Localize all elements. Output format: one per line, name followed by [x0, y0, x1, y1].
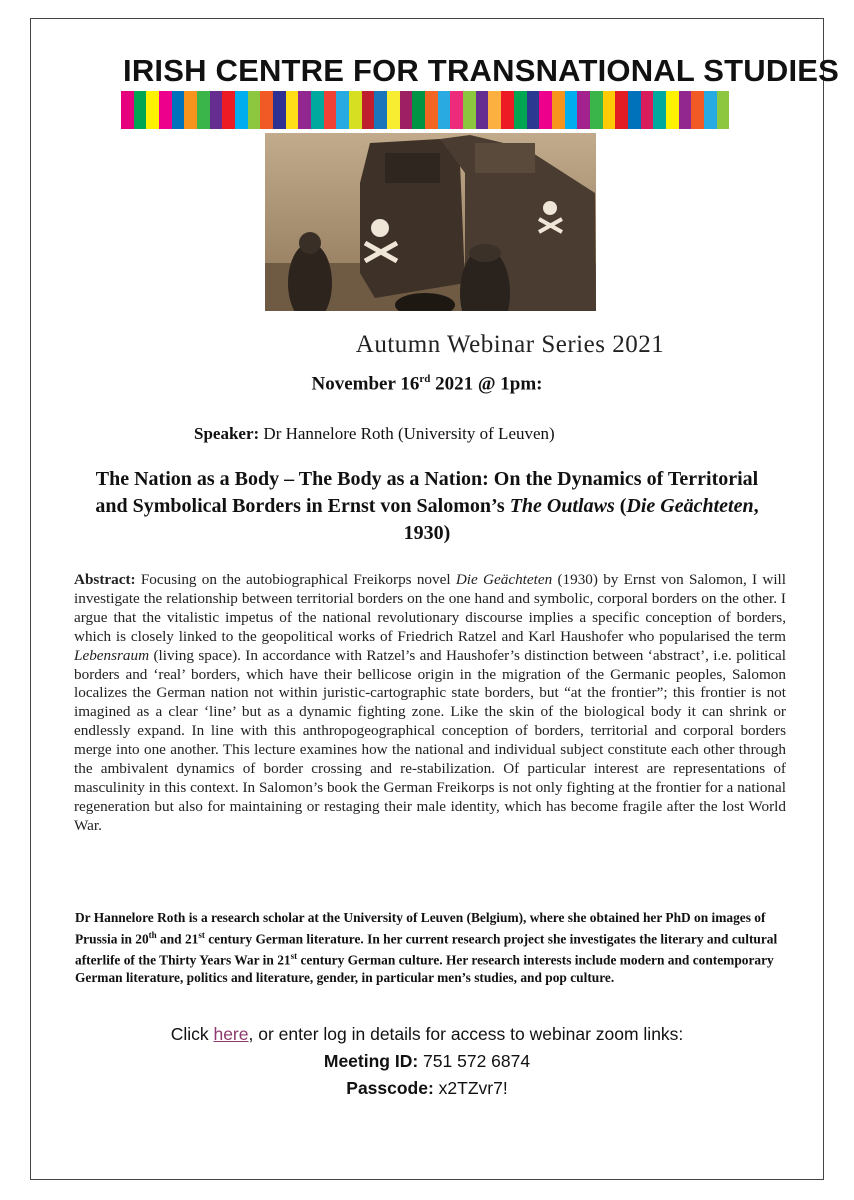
- logo-color-bar: [691, 91, 704, 129]
- logo-color-bar: [286, 91, 299, 129]
- logo-color-bar: [273, 91, 286, 129]
- series-title: Autumn Webinar Series 2021: [355, 331, 665, 358]
- logo-color-bars: [121, 91, 729, 129]
- talk-title: The Nation as a Body – The Body as a Nation: On the Dynamics of Territorial and Symbolical Borders in Ernst von Salomon’s The Outlaws (Die Geächteten, 1930): [95, 468, 759, 544]
- logo-color-bar: [514, 91, 527, 129]
- abstract-paragraph: Abstract: Focusing on the autobiographical Freikorps novel Die Geächteten (1930) by Ernst von Salomon, I will investigate the relationship between territorial borders on the one hand and symbolic, corporal borders on the other. I argue that the vitalistic impetus of the national revolutionary discourse implies a specific conception of borders, which is closely linked to the geopolitical works of Friedrich Ratzel and Karl Haushofer who popularised the term Lebensraum (living space). In accordance with Ratzel’s and Haushofer’s distinction between ‘abstract’, i.e. political borders and ‘real’ borders, which have their bellicose origin in the migration of the Germanic peoples, Salomon localizes the German nation not within juristic-cartographic state borders, but “at the frontier”; this frontier is not imagined as a clear ‘line’ but as a dynamic fighting zone. Like the skin of the biological body it can shrink or endlessly expand. In line with this anthropogeographical conception of borders, territorial and corporal borders merge into one another. This lecture examines how the national and individual subject constitute each other through the ambivalent dynamics of border crossing and re-stabilization. Of particular interest are representations of masculinity in this context. In Salomon’s book the German Freikorps is not only fighting at the frontier for a national regeneration but also for maintaining or restaging their male identity, which has become fragile after the lost World War.: [74, 571, 786, 834]
- logo-color-bar: [425, 91, 438, 129]
- logo-color-bar: [248, 91, 261, 129]
- logo-color-bar: [476, 91, 489, 129]
- logo-color-bar: [134, 91, 147, 129]
- logo-color-bar: [590, 91, 603, 129]
- logo-color-bar: [362, 91, 375, 129]
- logo-color-bar: [450, 91, 463, 129]
- logo-color-bar: [336, 91, 349, 129]
- logo-color-bar: [539, 91, 552, 129]
- logo-color-bar: [704, 91, 717, 129]
- abstract-label: Abstract:: [74, 571, 136, 588]
- logo-color-bar: [438, 91, 451, 129]
- logo-color-bar: [298, 91, 311, 129]
- armored-car-photo: [265, 133, 596, 311]
- access-info: [0, 1021, 854, 1102]
- speaker-label: Speaker:: [194, 424, 260, 443]
- speaker-bio: Dr Hannelore Roth is a research scholar at the University of Leuven (Belgium), where she obtained her PhD on images of Prussia in 20th and 21st century German literature. In her current research project she investigates the literary and cultural afterlife of the Thirty Years War in 21st century German culture. Her research interests include modern and contemporary German literature, politics and literature, gender, in particular men’s studies, and pop culture.: [75, 910, 778, 985]
- logo-color-bar: [463, 91, 476, 129]
- armored-car-illustration: [265, 133, 596, 311]
- logo-color-bar: [387, 91, 400, 129]
- logo-color-bar: [717, 91, 730, 129]
- access-line: Click here, or enter log in details for access to webinar zoom links:: [170, 1024, 684, 1044]
- logo-color-bar: [615, 91, 628, 129]
- logo-title: IRISH CENTRE FOR TRANSNATIONAL STUDIES: [123, 53, 840, 88]
- logo-color-bar: [121, 91, 134, 129]
- logo-color-bar: [577, 91, 590, 129]
- speaker-name: Dr Hannelore Roth (University of Leuven): [259, 424, 555, 443]
- logo-color-bar: [197, 91, 210, 129]
- logo-color-bar: [324, 91, 337, 129]
- logo-color-bar: [159, 91, 172, 129]
- logo-color-bar: [235, 91, 248, 129]
- meeting-id: Meeting ID: 751 572 6874: [323, 1051, 531, 1071]
- logo-color-bar: [641, 91, 654, 129]
- logo-color-bar: [679, 91, 692, 129]
- logo-color-bar: [628, 91, 641, 129]
- webinar-link[interactable]: here: [213, 1024, 249, 1044]
- logo-color-bar: [260, 91, 273, 129]
- logo-color-bar: [603, 91, 616, 129]
- logo-color-bar: [311, 91, 324, 129]
- logo-color-bar: [666, 91, 679, 129]
- logo-color-bar: [172, 91, 185, 129]
- logo-color-bar: [501, 91, 514, 129]
- logo-color-bar: [400, 91, 413, 129]
- logo-color-bar: [412, 91, 425, 129]
- logo-color-bar: [527, 91, 540, 129]
- logo-color-bar: [222, 91, 235, 129]
- logo-color-bar: [565, 91, 578, 129]
- logo-color-bar: [146, 91, 159, 129]
- logo-color-bar: [552, 91, 565, 129]
- logo-color-bar: [210, 91, 223, 129]
- logo-color-bar: [488, 91, 501, 129]
- logo-color-bar: [349, 91, 362, 129]
- logo-color-bar: [653, 91, 666, 129]
- event-date: November 16rd 2021 @ 1pm:: [311, 373, 543, 395]
- speaker-line: [194, 424, 555, 444]
- ictss-logo: [113, 45, 840, 133]
- logo-color-bar: [184, 91, 197, 129]
- passcode: Passcode: x2TZvr7!: [346, 1078, 508, 1098]
- logo-color-bar: [374, 91, 387, 129]
